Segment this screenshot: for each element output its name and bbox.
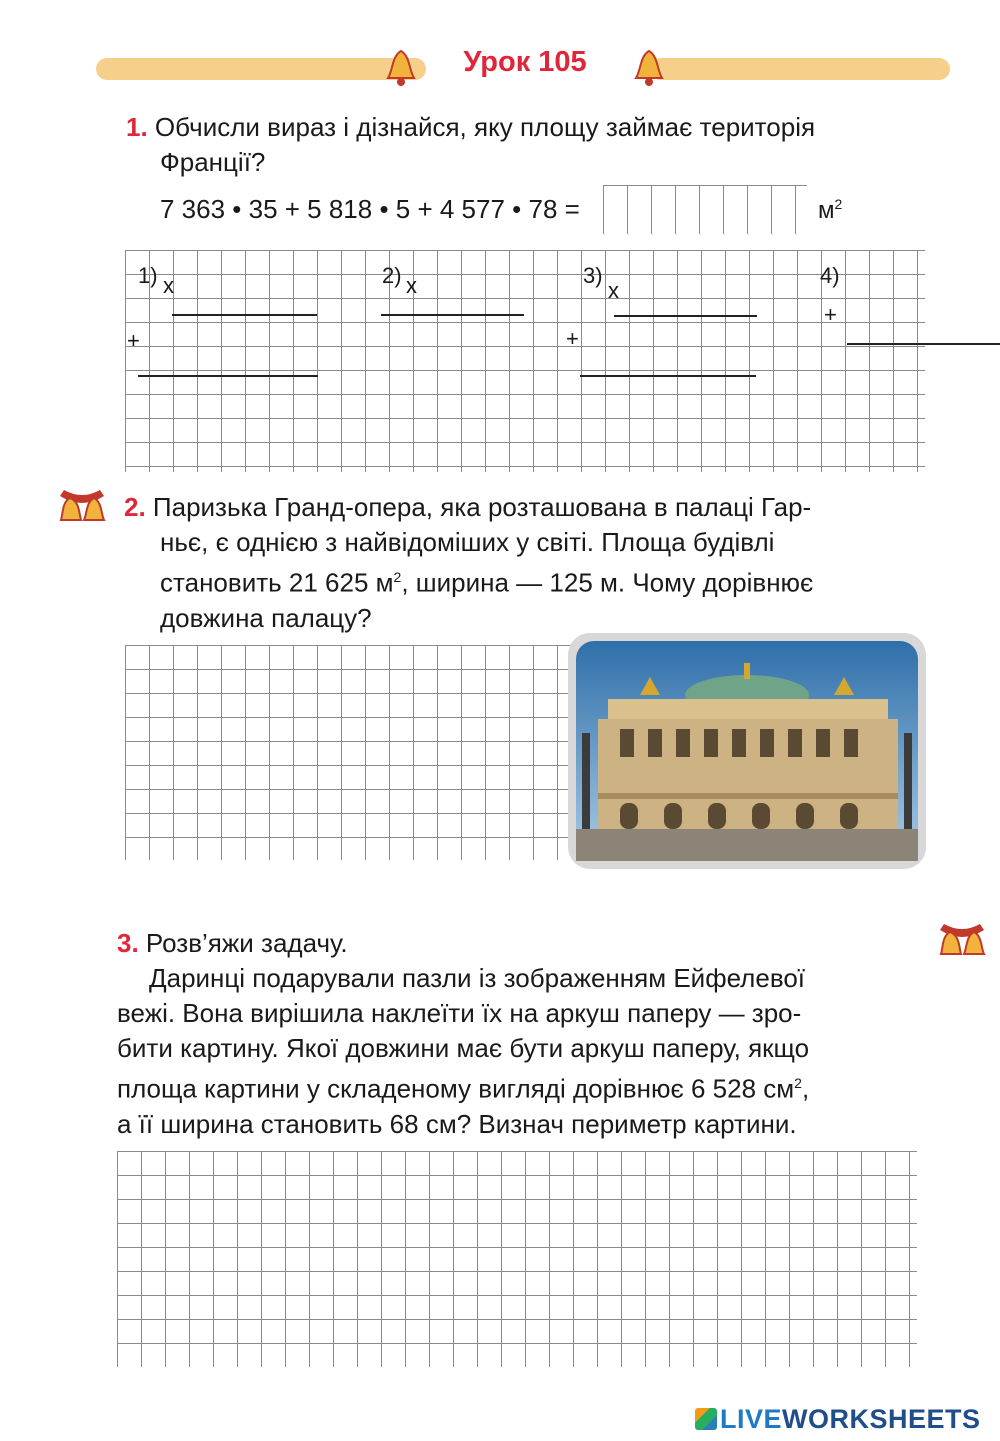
task2-line4: довжина палацу? [160,602,372,633]
header-ribbon-right [650,58,950,80]
task1-number: 1. [126,112,148,142]
logo-mark-icon [695,1408,717,1430]
task2-work-grid[interactable] [125,645,585,860]
step4-plus-sign: + [824,302,837,327]
page-title: Урок 105 [463,46,587,78]
task3-text [117,926,917,1142]
bell-icon [384,48,418,88]
task2-number: 2. [124,492,146,522]
task1-work-grid[interactable] [125,250,925,472]
task1-unit: $м^2$ [818,196,843,224]
step1-line-a [172,314,317,316]
task1-line1: Обчисли вираз і дізнайся, яку площу займає територія [154,112,816,142]
step4-label: 4) [820,263,840,288]
step3-line-a [614,315,757,317]
step1-plus-sign: + [127,328,140,353]
header-ribbon-left [96,58,426,80]
bells-icon [936,920,988,958]
step2-line [381,314,524,316]
step2-label: 2) [382,263,402,288]
bells-icon [56,486,108,524]
task2-line1: Паризька Гранд-опера, яка розташована в палаці Гар- [152,492,812,522]
task3-line2: вежі. Вона вирішила наклеїти їх на аркуш паперу — зро- [117,998,802,1028]
step3-plus-sign: + [566,326,579,351]
step1-label: 1) [138,263,158,288]
task1-text [126,110,924,180]
opera-garnier-photo [568,633,926,869]
bell-icon [632,48,666,88]
step2-multiply-sign: x [406,273,417,298]
step3-line-b [580,375,756,377]
task3-line4: площа картини у складеному вигляді дорівнює 6 528 $см^2$, [117,1073,810,1104]
task2-text [124,490,924,636]
task3-line1: Даринці подарували пазли із зображенням Ейфелевої [149,963,806,993]
task3-line5: а її ширина становить 68 см? Визнач периметр картини. [117,1108,797,1139]
step3-label: 3) [583,263,603,288]
task3-number: 3. [117,928,139,958]
task2-line2: ньє, є однією з найвідоміших у світі. Площа будівлі [160,527,775,557]
task1-expression: 7 363 • 35 + 5 818 • 5 + 4 577 • 78 = [160,194,580,224]
step1-line-b [138,375,318,377]
task3-title: Розв’яжи задачу. [145,928,348,958]
task3-work-grid[interactable] [117,1151,917,1367]
step3-multiply-sign: x [608,278,619,303]
task3-line3: бити картину. Якої довжини має бути аркуш паперу, якщо [117,1033,810,1063]
task1-line2: Франції? [160,147,266,177]
step1-multiply-sign: x [163,273,174,298]
step4-line [847,343,1000,345]
task1-answer-input[interactable] [605,195,807,227]
task2-line3: становить 21 625 $м^2$, ширина — 125 м. Чому дорівнює [160,567,814,598]
liveworksheets-logo: LIVEWORKSHEETS [695,1404,981,1435]
